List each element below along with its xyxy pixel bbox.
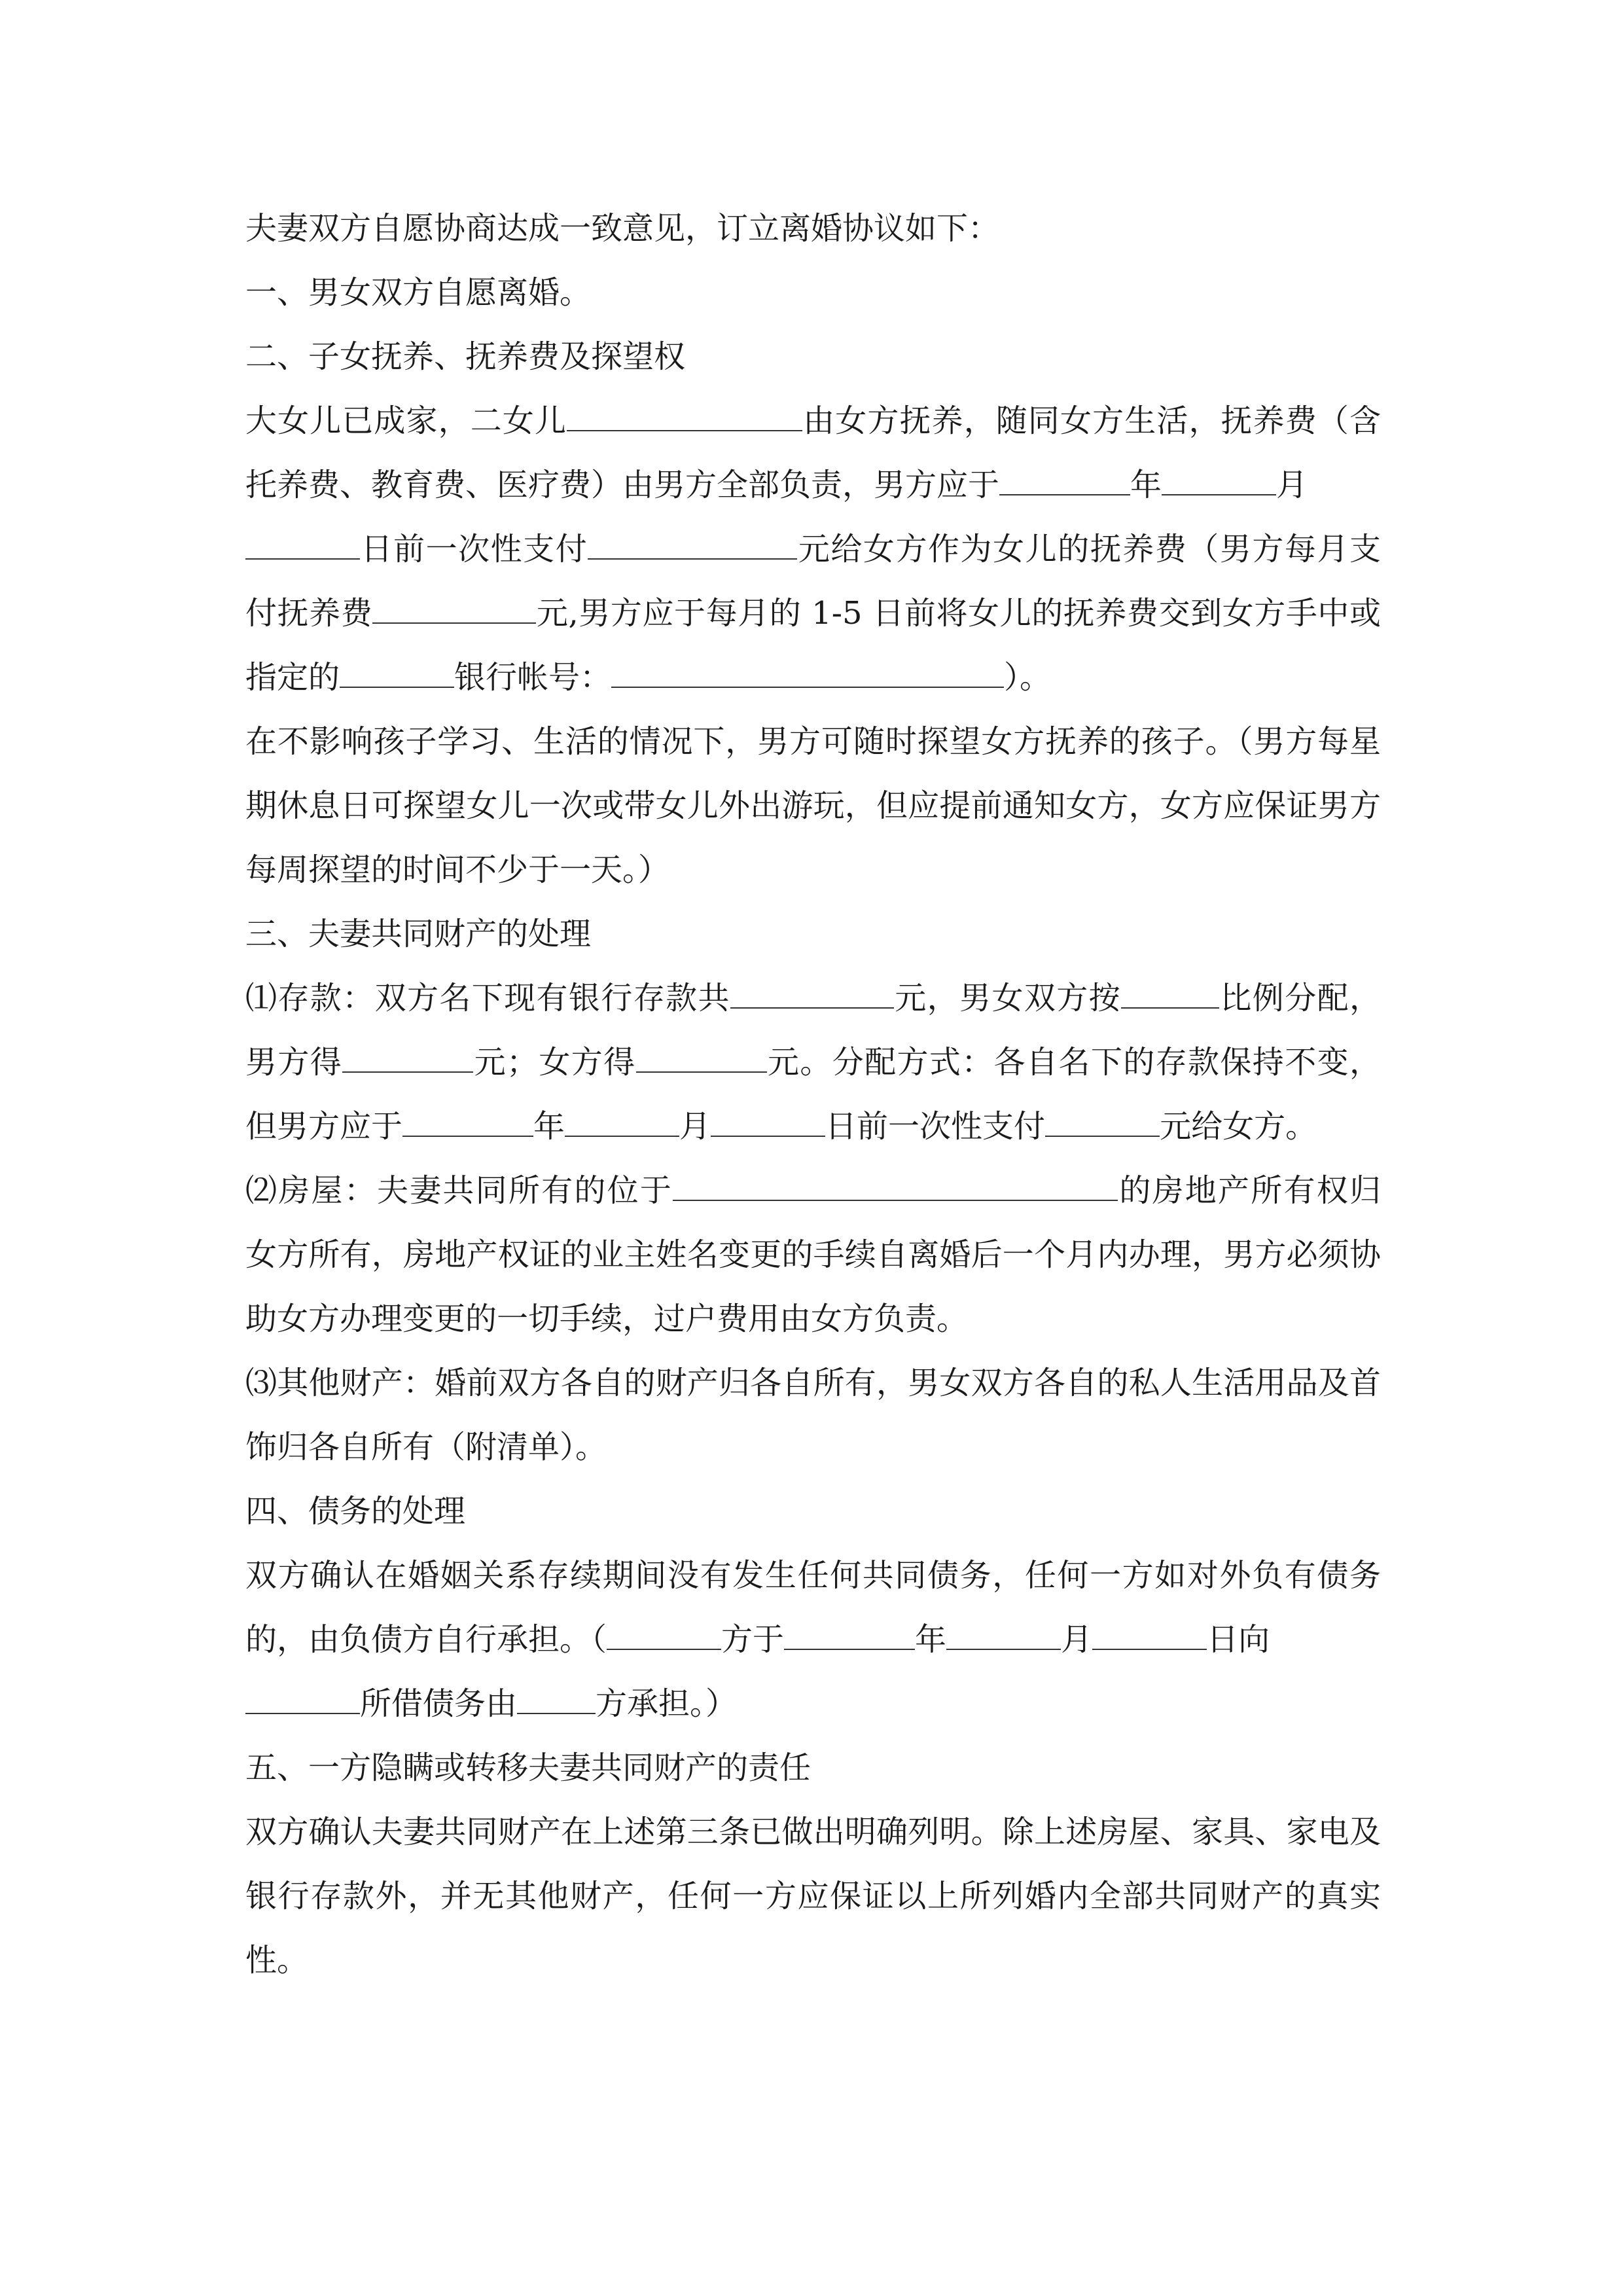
text-run: 月 <box>1061 1621 1093 1658</box>
section-4-title: 四、债务的处理 <box>245 1493 466 1530</box>
section-2-title: 二、子女抚养、抚养费及探望权 <box>245 338 686 375</box>
text-run: ⑵房屋：夫妻共同所有的位于 <box>245 1172 673 1209</box>
child-support-paragraph <box>245 389 1381 709</box>
text-run: 比例分配，男方得 <box>245 980 1381 1081</box>
text-run: 元给女方。 <box>1160 1108 1317 1145</box>
text-run: 元，男女双方按 <box>893 980 1122 1016</box>
text-run: 方承担。） <box>596 1685 738 1722</box>
text-run: 年 <box>533 1108 565 1145</box>
section-1: 一、男女双方自愿离婚。 <box>245 274 592 311</box>
section-3-title: 三、夫妻共同财产的处理 <box>245 916 592 952</box>
text-run: ）。 <box>1004 659 1052 696</box>
house-paragraph <box>245 1158 1381 1351</box>
blank-field[interactable] <box>673 1172 1118 1201</box>
blank-field[interactable] <box>711 1107 825 1137</box>
blank-field[interactable] <box>784 1621 915 1650</box>
intro-paragraph: 夫妻双方自愿协商达成一致意见，订立离婚协议如下： <box>245 210 1000 247</box>
blank-field[interactable] <box>1045 1107 1160 1137</box>
text-run: 月 <box>679 1108 711 1145</box>
text-run: ⑴存款：双方名下现有银行存款共 <box>245 980 730 1016</box>
text-run: 双方确认在婚姻关系存续期间没有发生任何共同债务，任何一方如对外负有债务的，由负债方自行承担。（ <box>245 1557 1381 1658</box>
blank-field[interactable] <box>245 1685 360 1714</box>
blank-field[interactable] <box>611 658 1004 688</box>
text-run: 日前一次性支付 <box>825 1108 1046 1145</box>
text-run: 年 <box>1130 467 1162 503</box>
section-5-title: 五、一方隐瞒或转移夫妻共同财产的责任 <box>245 1749 812 1786</box>
blank-field[interactable] <box>245 530 360 560</box>
blank-field[interactable] <box>372 594 536 624</box>
blank-field[interactable] <box>340 658 454 688</box>
deposits-paragraph <box>245 966 1381 1158</box>
text-run: 元。分配方式：各自名下的存款保持不变，但男方应于 <box>245 1044 1381 1145</box>
text-run: 元；女方得 <box>473 1044 636 1081</box>
text-run: 由女方抚养，随同女方生活，抚养费（含托养费、教育费、医疗费）由男方全部负责，男方应于 <box>245 403 1381 503</box>
blank-field[interactable] <box>588 530 797 560</box>
text-run: 方于 <box>721 1621 785 1658</box>
blank-field[interactable] <box>342 1043 473 1073</box>
blank-field[interactable] <box>636 1043 767 1073</box>
blank-field[interactable] <box>946 1621 1061 1650</box>
agreement-body <box>245 196 1381 1992</box>
blank-field[interactable] <box>1121 979 1219 1009</box>
debts-paragraph <box>245 1543 1381 1736</box>
text-run: 日前一次性支付 <box>360 531 588 567</box>
text-run: 年 <box>915 1621 947 1658</box>
text-run: 银行帐号： <box>454 659 612 696</box>
blank-field[interactable] <box>565 1107 679 1137</box>
text-run: 所借债务由 <box>360 1685 518 1722</box>
blank-field[interactable] <box>1092 1621 1207 1650</box>
text-run: 元,男方应于每月的 1-5 日前将女儿的抚养费交到女方手中或指定的 <box>245 595 1381 696</box>
blank-field[interactable] <box>1162 466 1276 495</box>
text-run: 日向 <box>1207 1621 1270 1658</box>
blank-field[interactable] <box>567 402 802 431</box>
blank-field[interactable] <box>999 466 1130 495</box>
text-run: 大女儿已成家，二女儿 <box>245 403 567 439</box>
blank-field[interactable] <box>607 1621 721 1650</box>
blank-field[interactable] <box>517 1685 596 1714</box>
other-property-paragraph: ⑶其他财产：婚前双方各自的财产归各自所有，男女双方各自的私人生活用品及首饰归各自所有（附清单）。 <box>245 1365 1381 1465</box>
blank-field[interactable] <box>402 1107 533 1137</box>
blank-field[interactable] <box>730 979 894 1009</box>
text-run: 的房地产所有权归女方所有，房地产权证的业主姓名变更的手续自离婚后一个月内办理，男方必须协助女方办理变更的一切手续，过户费用由女方负责。 <box>245 1172 1381 1337</box>
text-run: 月 <box>1276 467 1308 503</box>
visitation-paragraph: 在不影响孩子学习、生活的情况下，男方可随时探望女方抚养的孩子。（男方每星期休息日可探望女儿一次或带女儿外出游玩，但应提前通知女方，女方应保证男方每周探望的时间不少于一天。） <box>245 723 1381 888</box>
concealment-paragraph: 双方确认夫妻共同财产在上述第三条已做出明确列明。除上述房屋、家具、家电及银行存款外，并无其他财产，任何一方应保证以上所列婚内全部共同财产的真实性。 <box>245 1814 1381 1979</box>
text-run: 元给女方作为女儿的抚养费（男方每月支付抚养费 <box>245 531 1381 632</box>
